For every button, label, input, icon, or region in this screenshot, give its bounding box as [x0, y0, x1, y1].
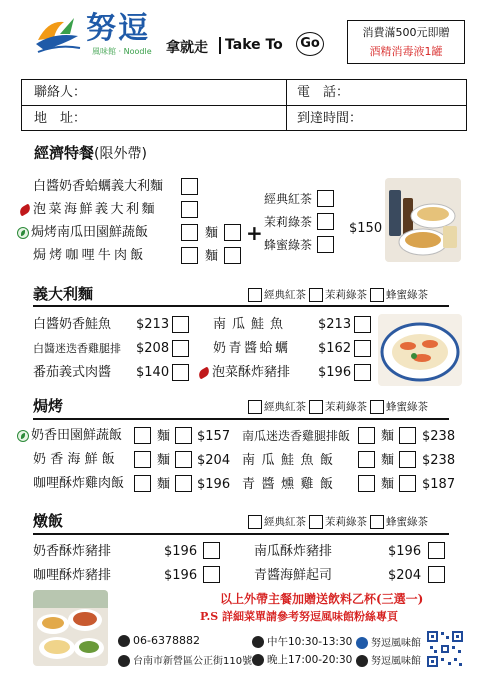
brand-name: 努逗	[86, 11, 150, 46]
logo	[34, 14, 82, 56]
arrival-time-field[interactable]	[287, 106, 467, 131]
item-name: 白醬迷迭香雞腿排	[33, 342, 121, 355]
drink-label: 經典紅茶	[264, 401, 306, 413]
pasta-left-1	[33, 316, 111, 333]
baked-drink-green-checkbox[interactable]	[309, 400, 323, 414]
economy-item-label: 焗烤南瓜田園鮮蔬飯	[31, 225, 149, 240]
baked-left-1-noodle-checkbox[interactable]	[175, 427, 192, 444]
baked-left-2-noodle-checkbox[interactable]	[175, 451, 192, 468]
drink-label: 蜂蜜綠茶	[386, 289, 428, 301]
contact-form	[21, 79, 467, 131]
economy-drink-green-checkbox[interactable]	[317, 213, 334, 230]
pasta-left-3-checkbox[interactable]	[172, 364, 189, 381]
item-name: 南瓜酥炸豬排	[254, 544, 333, 559]
item-name: 南瓜迷迭香雞腿排飯	[242, 429, 351, 443]
drink-label: 茉莉綠茶	[325, 401, 367, 413]
baked-right-1-noodle-checkbox[interactable]	[399, 427, 416, 444]
drink-label: 茉莉綠茶	[264, 215, 313, 229]
economy-item-2-checkbox[interactable]	[181, 201, 198, 218]
item-name: 奶香海鮮飯	[33, 452, 120, 467]
item-name: 奶香田園鮮蔬飯	[31, 428, 123, 443]
stew-drink-honey-checkbox[interactable]	[370, 515, 384, 529]
night-hours: 晚上17:00-20:30	[267, 654, 353, 666]
drink-label: 經典紅茶	[264, 192, 313, 206]
brand-subtitle: 風味館 · Noodle	[92, 47, 152, 56]
baked-divider	[33, 418, 449, 420]
baked-right-2	[242, 452, 340, 469]
item-name: 番茄義式肉醬	[33, 365, 112, 380]
baked-right-2-checkbox[interactable]	[358, 451, 375, 468]
baked-right-1	[242, 428, 350, 445]
baked-drink-honey-checkbox[interactable]	[370, 400, 384, 414]
phone-number: 06-6378882	[133, 634, 200, 647]
footer-instagram[interactable]	[356, 652, 421, 667]
economy-drink-black-checkbox[interactable]	[317, 190, 334, 207]
baked-drink-options	[248, 399, 431, 414]
vegetarian-icon	[17, 430, 29, 442]
instagram-name: 努逗風味館	[371, 656, 421, 667]
economy-item-4	[33, 247, 146, 264]
noodle-label: 麵	[157, 429, 171, 444]
footer-promo-1: 以上外帶主餐加贈送飲料乙杯(三選一)	[220, 592, 424, 606]
baked-left-1	[17, 427, 122, 444]
baked-right-3-noodle-checkbox[interactable]	[399, 475, 416, 492]
drink-label: 經典紅茶	[264, 289, 306, 301]
item-name: 青醬海鮮起司	[254, 568, 333, 583]
vegetarian-icon	[17, 227, 29, 239]
qr-code-icon	[426, 630, 464, 668]
pasta-right-3	[198, 364, 290, 381]
baked-left-3-checkbox[interactable]	[134, 475, 151, 492]
instagram-icon	[356, 655, 368, 667]
baked-left-3	[33, 475, 124, 492]
economy-drink-black	[264, 191, 312, 208]
item-name: 泡菜酥炸豬排	[212, 365, 291, 380]
baked-drink-black-checkbox[interactable]	[248, 400, 262, 414]
economy-item-label: 泡菜海鮮義大利麵	[33, 202, 158, 217]
noon-hours: 中午10:30-13:30	[267, 636, 353, 648]
economy-title-note: (限外帶)	[94, 146, 147, 162]
noodle-label: 麵	[381, 453, 395, 468]
economy-item-3-noodle-checkbox[interactable]	[224, 224, 241, 241]
economy-item-1-checkbox[interactable]	[181, 178, 198, 195]
pasta-drink-black-checkbox[interactable]	[248, 288, 262, 302]
chili-icon	[18, 203, 32, 216]
promo-line-1: 消費滿500元即贈	[362, 26, 450, 39]
chili-icon	[197, 366, 211, 379]
noodle-label: 麵	[157, 477, 171, 492]
footer-hours-night	[252, 652, 352, 667]
stew-drink-options	[248, 514, 431, 529]
pasta-drink-green-checkbox[interactable]	[309, 288, 323, 302]
phone-icon	[118, 635, 130, 647]
baked-section-title: 焗烤	[33, 397, 64, 415]
baked-left-2-checkbox[interactable]	[134, 451, 151, 468]
stew-right-1-price: $196	[388, 544, 422, 559]
pasta-drink-options	[248, 287, 431, 302]
pasta-left-1-price: $213	[136, 317, 170, 332]
take-to-label: Take To	[225, 37, 283, 53]
stew-right-1	[254, 543, 332, 560]
item-name: 咖哩酥炸雞肉飯	[33, 476, 125, 491]
noodle-label: 麵	[381, 429, 395, 444]
noodle-label: 麵	[205, 249, 219, 264]
header-divider	[219, 37, 221, 54]
stew-left-2-price: $196	[164, 568, 198, 583]
pasta-section-title: 義大利麵	[33, 285, 94, 303]
contact-field[interactable]	[22, 80, 286, 105]
economy-set-photo	[385, 178, 461, 262]
logo-mark-icon	[34, 14, 82, 56]
phone-field[interactable]	[287, 80, 467, 105]
economy-item-3	[17, 224, 148, 241]
stew-right-2-checkbox[interactable]	[428, 566, 445, 583]
stew-left-1	[33, 543, 111, 560]
address-field[interactable]	[22, 106, 286, 131]
footer-hours-noon	[252, 634, 352, 649]
phone-label: 電 話：	[297, 85, 350, 100]
pasta-photo	[378, 314, 462, 386]
noodle-label: 麵	[157, 453, 171, 468]
economy-item-4-noodle-checkbox[interactable]	[224, 247, 241, 264]
pasta-right-2	[213, 340, 291, 357]
stew-right-2	[254, 567, 332, 584]
clock-icon	[252, 636, 264, 648]
noodle-label: 麵	[381, 477, 395, 492]
drink-label: 茉莉綠茶	[325, 289, 367, 301]
qr-code[interactable]	[426, 630, 464, 668]
plus-sign: +	[246, 221, 263, 245]
item-name: 白醬奶香鮭魚	[33, 317, 112, 332]
baked-right-2-price: $238	[422, 453, 456, 468]
food-collage-photo	[33, 590, 108, 666]
economy-item-1	[33, 178, 163, 195]
stew-section-title: 燉飯	[33, 512, 64, 530]
promo-line-2: 酒精消毒液1罐	[369, 45, 443, 58]
stew-right-1-checkbox[interactable]	[428, 542, 445, 559]
item-name: 南瓜鮭魚	[213, 317, 290, 332]
stew-divider	[33, 533, 449, 535]
stew-right-2-price: $204	[388, 568, 422, 583]
item-name: 青醬燻雞飯	[242, 477, 340, 492]
promo-box	[347, 20, 465, 64]
baked-right-3-checkbox[interactable]	[358, 475, 375, 492]
stew-left-1-checkbox[interactable]	[203, 542, 220, 559]
pasta-right-3-checkbox[interactable]	[354, 364, 371, 381]
stew-drink-green-checkbox[interactable]	[309, 515, 323, 529]
baked-left-1-checkbox[interactable]	[134, 427, 151, 444]
item-name: 南瓜鮭魚飯	[242, 453, 340, 468]
pasta-right-3-price: $196	[318, 365, 352, 380]
stew-left-1-price: $196	[164, 544, 198, 559]
stew-left-2	[33, 567, 111, 584]
pasta-left-3-price: $140	[136, 365, 170, 380]
drink-label: 經典紅茶	[264, 516, 306, 528]
facebook-icon	[356, 637, 368, 649]
address-text: 台南市新營區公正街110號	[133, 656, 253, 667]
stew-drink-black-checkbox[interactable]	[248, 515, 262, 529]
footer-facebook[interactable]	[356, 634, 421, 649]
address-label: 地 址：	[34, 111, 87, 126]
pasta-left-3	[33, 364, 111, 381]
footer-phone	[118, 634, 200, 647]
economy-drink-honey-checkbox[interactable]	[317, 236, 334, 253]
economy-item-2	[19, 201, 157, 218]
baked-right-3	[242, 476, 340, 493]
go-badge	[296, 32, 324, 56]
pasta-left-1-checkbox[interactable]	[172, 316, 189, 333]
pasta-right-2-checkbox[interactable]	[354, 340, 371, 357]
pasta-left-2-price: $208	[136, 341, 170, 356]
baked-left-1-price: $157	[197, 429, 231, 444]
baked-left-2-price: $204	[197, 453, 231, 468]
takeaway-label: 拿就走	[166, 40, 208, 56]
stew-left-2-checkbox[interactable]	[203, 566, 220, 583]
economy-item-4-checkbox[interactable]	[181, 247, 198, 264]
economy-item-3-checkbox[interactable]	[181, 224, 198, 241]
location-icon	[118, 655, 130, 667]
baked-left-2	[33, 451, 119, 468]
baked-right-2-noodle-checkbox[interactable]	[399, 451, 416, 468]
drink-label: 蜂蜜綠茶	[264, 238, 313, 252]
footer-promo-2: P.S 詳細菜單請參考努逗風味館粉絲專頁	[200, 610, 399, 623]
economy-section-title	[34, 142, 147, 163]
go-label: Go	[300, 36, 320, 51]
facebook-name: 努逗風味館	[371, 638, 421, 649]
drink-label: 蜂蜜綠茶	[386, 401, 428, 413]
contact-label: 聯絡人：	[34, 85, 87, 100]
economy-title: 經濟特餐	[34, 144, 95, 162]
baked-right-1-price: $238	[422, 429, 456, 444]
item-name: 奶香酥炸豬排	[33, 544, 112, 559]
baked-left-3-price: $196	[197, 477, 231, 492]
economy-drink-honey	[264, 237, 312, 254]
moon-icon	[252, 654, 264, 666]
pasta-drink-honey-checkbox[interactable]	[370, 288, 384, 302]
drink-label: 蜂蜜綠茶	[386, 516, 428, 528]
pasta-right-1-checkbox[interactable]	[354, 316, 371, 333]
economy-item-label: 焗烤咖哩牛肉飯	[33, 248, 147, 263]
economy-price: $150	[349, 221, 383, 236]
pasta-right-2-price: $162	[318, 341, 352, 356]
pasta-left-2	[33, 340, 121, 357]
pasta-right-1	[213, 316, 289, 333]
economy-drink-green	[264, 214, 312, 231]
pasta-left-2-checkbox[interactable]	[172, 340, 189, 357]
baked-right-1-checkbox[interactable]	[358, 427, 375, 444]
pasta-right-1-price: $213	[318, 317, 352, 332]
baked-right-3-price: $187	[422, 477, 456, 492]
drink-label: 茉莉綠茶	[325, 516, 367, 528]
economy-item-label: 白醬奶香蛤蠣義大利麵	[33, 179, 164, 194]
item-name: 咖哩酥炸豬排	[33, 568, 112, 583]
pasta-divider	[33, 305, 449, 307]
noodle-label: 麵	[205, 226, 219, 241]
baked-left-3-noodle-checkbox[interactable]	[175, 475, 192, 492]
item-name: 奶青醬蛤蠣	[213, 341, 291, 356]
footer-address	[118, 652, 252, 667]
arrival-label: 到達時間：	[297, 111, 363, 126]
